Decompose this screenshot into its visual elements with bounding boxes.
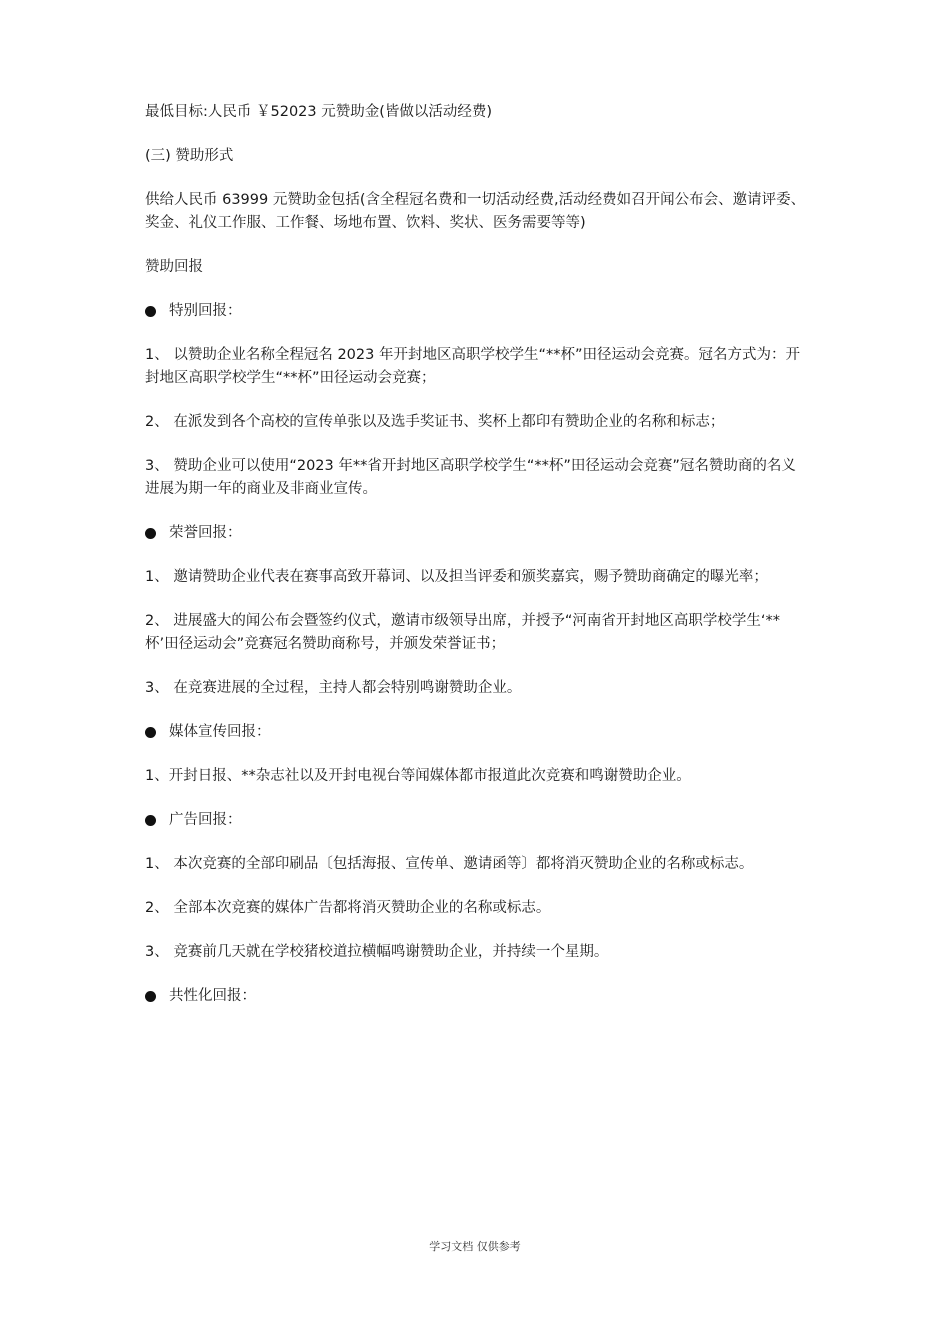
document-body: [145, 101, 807, 1029]
paragraph: 2、 进展盛大的闻公布会暨签约仪式，邀请市级领导出席，并授予“河南省开封地区高职学校学生‘**杯’田径运动会”竞赛冠名赞助商称号，并颁发荣誉证书；: [145, 613, 780, 652]
section-heading-text: 媒体宣传回报：: [169, 724, 271, 740]
bullet-icon: [145, 991, 156, 1002]
paragraph: 2、 在派发到各个高校的宣传单张以及选手奖证书、奖杯上都印有赞助企业的名称和标志；: [145, 414, 725, 430]
page-footer: 学习文档 仅供参考: [429, 1240, 521, 1253]
bullet-icon: [145, 727, 156, 738]
paragraph: 赞助回报: [145, 259, 203, 275]
section-heading-bullet: [145, 985, 807, 1008]
paragraph: 1、 邀请赞助企业代表在赛事高致开幕词、以及担当评委和颁奖嘉宾，赐予赞助商确定的曝光率；: [145, 569, 768, 585]
section-heading-bullet: [145, 522, 807, 545]
paragraph: 1、 本次竞赛的全部印刷品〔包括海报、宣传单、邀请函等〕都将消灭赞助企业的名称或标志。: [145, 856, 754, 872]
bullet-icon: [145, 528, 156, 539]
paragraph: (三) 赞助形式: [145, 148, 234, 164]
paragraph: 3、 在竞赛进展的全过程，主持人都会特别鸣谢赞助企业。: [145, 680, 522, 696]
section-heading-text: 荣誉回报：: [169, 525, 242, 541]
section-heading-bullet: [145, 300, 807, 323]
paragraph: 最低目标:人民币 ￥52023 元赞助金(皆做以活动经费): [145, 104, 493, 120]
section-heading-text: 广告回报：: [169, 812, 242, 828]
section-heading-bullet: [145, 721, 807, 744]
paragraph: 1、 以赞助企业名称全程冠名 2023 年开封地区高职学校学生“**杯”田径运动会竞赛。冠名方式为：开封地区高职学校学生“**杯”田径运动会竞赛；: [145, 347, 800, 386]
section-heading-bullet: [145, 809, 807, 832]
bullet-icon: [145, 815, 156, 826]
section-heading-text: 特别回报：: [169, 303, 242, 319]
paragraph: 供给人民币 63999 元赞助金包括(含全程冠名费和一切活动经费,活动经费如召开闻公布会、邀请评委、奖金、礼仪工作服、工作餐、场地布置、饮料、奖状、医务需要等等): [145, 192, 806, 231]
paragraph: 2、 全部本次竞赛的媒体广告都将消灭赞助企业的名称或标志。: [145, 900, 551, 916]
paragraph: 3、 竞赛前几天就在学校猪校道拉横幅鸣谢赞助企业，并持续一个星期。: [145, 944, 609, 960]
section-heading-text: 共性化回报：: [169, 988, 256, 1004]
bullet-icon: [145, 306, 156, 317]
paragraph: 3、 赞助企业可以使用“2023 年**省开封地区高职学校学生“**杯”田径运动会竞赛”冠名赞助商的名义进展为期一年的商业及非商业宣传。: [145, 458, 796, 497]
paragraph: 1、开封日报、**杂志社以及开封电视台等闻媒体都市报道此次竞赛和鸣谢赞助企业。: [145, 768, 691, 784]
